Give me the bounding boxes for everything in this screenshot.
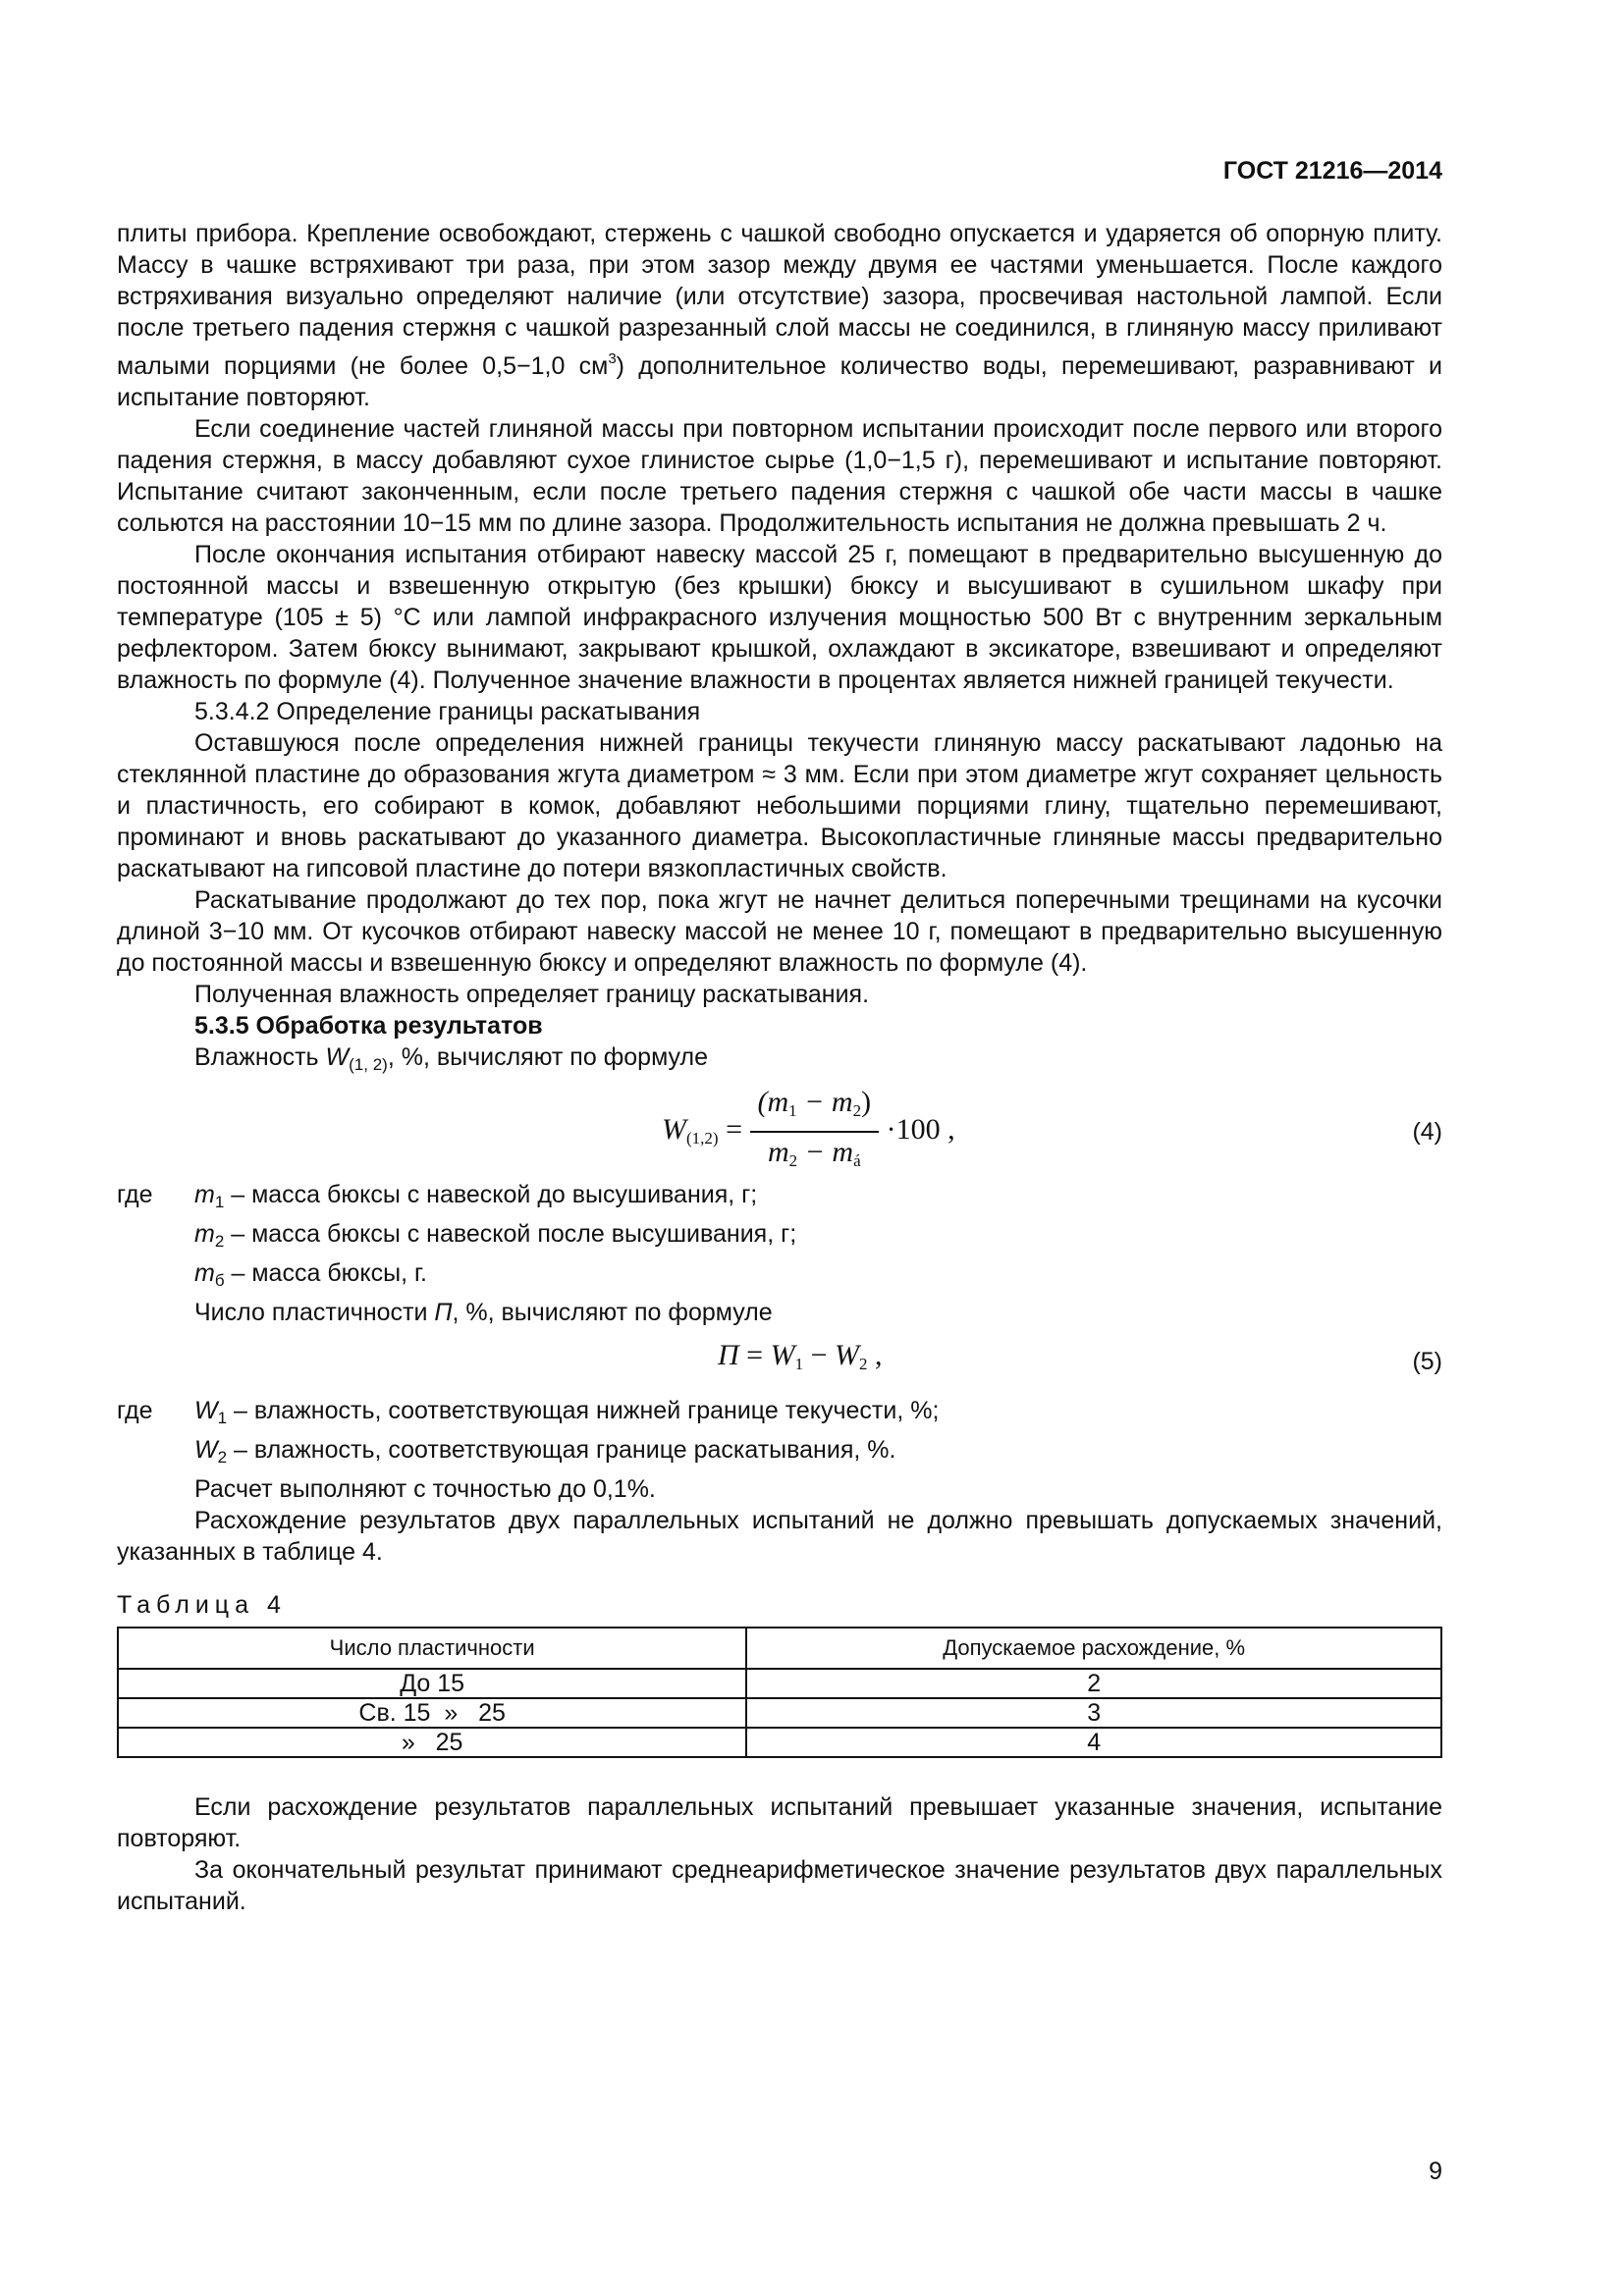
where-text: – масса бюксы с навеской до высушивания, г; (224, 1181, 758, 1208)
table-header-row (118, 1628, 1441, 1669)
superscript: 3 (608, 350, 617, 367)
where-label: где (117, 1181, 153, 1208)
formula-symbol: m (767, 1136, 789, 1168)
table-cell: 2 (746, 1669, 1441, 1698)
formula-4 (117, 1081, 1442, 1179)
formula-tail: , (867, 1339, 883, 1371)
paragraph-text: , %, вычисляют по формуле (452, 1299, 773, 1326)
where-block-2 (117, 1395, 1442, 1473)
table-caption: Таблица 4 (117, 1591, 287, 1619)
paragraph: Если расхождение результатов параллельных испытаний превышает указанные значения, испытание повторяют. (117, 1793, 1442, 1852)
formula-symbol: П (718, 1339, 739, 1371)
paragraph: Полученная влажность определяет границу раскатывания. (194, 981, 870, 1008)
formula-operator: − (803, 1339, 836, 1371)
where-label: где (117, 1397, 153, 1424)
formula-symbol: (m (757, 1086, 789, 1118)
paragraph-text: ) дополнительное количество воды, перемешивают, разравнивают и испытание повторяют. (117, 352, 1443, 411)
page-number: 9 (1429, 2158, 1442, 2185)
paragraph: После окончания испытания отбирают навеску массой 25 г, помещают в предварительно высушенную до постоянной массы и взвешенную открытую (без крышки) бюксу и высушивают в сушильном шкафу при температуре (105 ± 5) °С или лампой инфракрасного излучения мощностью 500 Вт с внутренним зеркальным рефлектором. Затем бюксу вынимают, закрывают крышкой, охлаждают в эксикаторе, взвешивают и определяют влажность по формуле (4). Полученное значение влажности в процентах является нижней границей текучести. (117, 541, 1442, 694)
table-cell: До 15 (118, 1669, 746, 1698)
where-text: – масса бюксы, г. (224, 1259, 427, 1287)
fraction-denominator (750, 1133, 880, 1177)
symbol: П (434, 1299, 453, 1326)
table-cell: 3 (746, 1698, 1441, 1728)
formula-symbol: W (835, 1339, 860, 1371)
table-cell: » 25 (118, 1728, 746, 1757)
where-text: – влажность, соответствующая нижней границе текучести, %; (227, 1397, 940, 1424)
where-list (194, 1395, 939, 1473)
table-cell: Св. 15 » 25 (118, 1698, 746, 1728)
section-heading-5342: 5.3.4.2 Определение границы раскатывания (194, 698, 701, 725)
table-cell: 4 (746, 1728, 1441, 1757)
formula-5 (117, 1328, 1442, 1395)
subscript: 2 (214, 1232, 225, 1251)
paragraph-text: плиты прибора. Крепление освобождают, стержень с чашкой свободно опускается и ударяется об опорную плиту. Массу в чашке встряхивают три раза, при этом зазор между двумя ее частями уменьшается. После каждого встряхивания визуально определяют наличие (или отсутствие) зазора, просвечивая настольной лампой. Если после третьего падения стержня с чашкой разрезанный слой массы не соединился, в глиняную массу приливают малыми порциями (не более 0,5−1,0 см (117, 220, 1442, 380)
subscript: 2 (217, 1448, 228, 1467)
paragraph (117, 218, 1442, 413)
subscript: (1, 2) (349, 1055, 388, 1074)
formula-fraction (750, 1087, 880, 1177)
symbol: m (194, 1259, 215, 1287)
formula-5-body (718, 1340, 883, 1380)
symbol: W (194, 1397, 218, 1424)
where-item (194, 1257, 796, 1297)
table-header-cell: Допускаемое расхождение, % (746, 1628, 1441, 1669)
table-4 (117, 1627, 1442, 1758)
where-item (194, 1434, 939, 1473)
paragraph: Если соединение частей глиняной массы при повторном испытании происходит после первого или второго падения стержня, в массу добавляют сухое глинистое сырье (1,0−1,5 г), перемешивают и испытание повторяют. Испытание считают законченным, если после третьего падения стержня с чашкой обе части массы в чашке сольются на расстоянии 10−15 мм по длине зазора. Продолжительность испытания не должна превышать 2 ч. (117, 415, 1442, 537)
subscript: 1 (217, 1409, 228, 1427)
paragraph-text: Влажность (194, 1043, 326, 1071)
paragraph (117, 1297, 1442, 1328)
formula-paren: ) (861, 1086, 872, 1118)
formula-subscript: 2 (788, 1151, 798, 1170)
where-block-1 (117, 1179, 1442, 1297)
formula-subscript: 2 (852, 1101, 862, 1120)
formula-symbol: − m (797, 1136, 854, 1168)
paragraph (117, 1041, 1442, 1081)
formula-4-body (662, 1087, 955, 1177)
where-text: – масса бюксы с навеской после высушивания, г; (224, 1220, 797, 1248)
formula-subscript: (1,2) (686, 1128, 719, 1148)
table-row (118, 1669, 1441, 1698)
formula-tail: ·100 , (886, 1112, 955, 1146)
table-row (118, 1728, 1441, 1757)
formula-subscript: á (853, 1151, 861, 1170)
formula-symbol: W (662, 1112, 686, 1146)
formula-equals: = (726, 1112, 742, 1146)
subscript: б (214, 1271, 225, 1290)
where-text: – влажность, соответствующая границе раскатывания, %. (227, 1436, 896, 1464)
paragraph-text: Число пластичности (194, 1299, 435, 1326)
table-row (118, 1698, 1441, 1728)
paragraph: Оставшуюся после определения нижней границы текучести глиняную массу раскатывают ладонью на стеклянной пластине до образования жгута диаметром ≈ 3 мм. Если при этом диаметре жгут сохраняет цельность и пластичность, его собирают в комок, добавляют небольшими порциями глину, тщательно перемешивают, проминают и вновь раскатывают до указанного диаметра. Высокопластичные глиняные массы предварительно раскатывают на гипсовой пластине до потери вязкопластичных свойств. (117, 729, 1442, 882)
paragraph: Расхождение результатов двух параллельных испытаний не должно превышать допускаемых значений, указанных в таблице 4. (117, 1507, 1442, 1566)
formula-subscript: 2 (859, 1355, 868, 1373)
section-heading-535: 5.3.5 Обработка результатов (194, 1012, 543, 1040)
paragraph: За окончательный результат принимают среднеарифметическое значение результатов двух параллельных испытаний. (117, 1856, 1442, 1915)
formula-subscript: 1 (788, 1101, 797, 1120)
formula-number: (5) (1412, 1348, 1442, 1375)
where-item (194, 1218, 796, 1257)
where-item (194, 1179, 796, 1218)
symbol: W (325, 1043, 350, 1071)
where-list (194, 1179, 796, 1297)
fraction-numerator (750, 1087, 880, 1133)
symbol: m (194, 1181, 215, 1208)
where-item (194, 1395, 939, 1434)
formula-symbol: W (770, 1339, 795, 1371)
paragraph: Расчет выполняют с точностью до 0,1%. (194, 1475, 656, 1503)
formula-number: (4) (1412, 1118, 1442, 1146)
formula-subscript: 1 (794, 1355, 804, 1373)
page-content (117, 218, 1442, 1917)
subscript: 1 (214, 1193, 225, 1211)
table-header-cell: Число пластичности (118, 1628, 746, 1669)
formula-equals: = (738, 1339, 771, 1371)
paragraph: Раскатывание продолжают до тех пор, пока жгут не начнет делиться поперечными трещинами на кусочки длиной 3−10 мм. От кусочков отбирают навеску массой не менее 10 г, помещают в предварительно высушенную до постоянной массы и взвешенную бюксу и определяют влажность по формуле (4). (117, 886, 1442, 977)
formula-symbol: − m (796, 1086, 853, 1118)
document-code-header: ГОСТ 21216—2014 (1222, 157, 1442, 185)
symbol: m (194, 1220, 215, 1248)
symbol: W (194, 1436, 218, 1464)
paragraph-text: , %, вычисляют по формуле (387, 1043, 708, 1071)
